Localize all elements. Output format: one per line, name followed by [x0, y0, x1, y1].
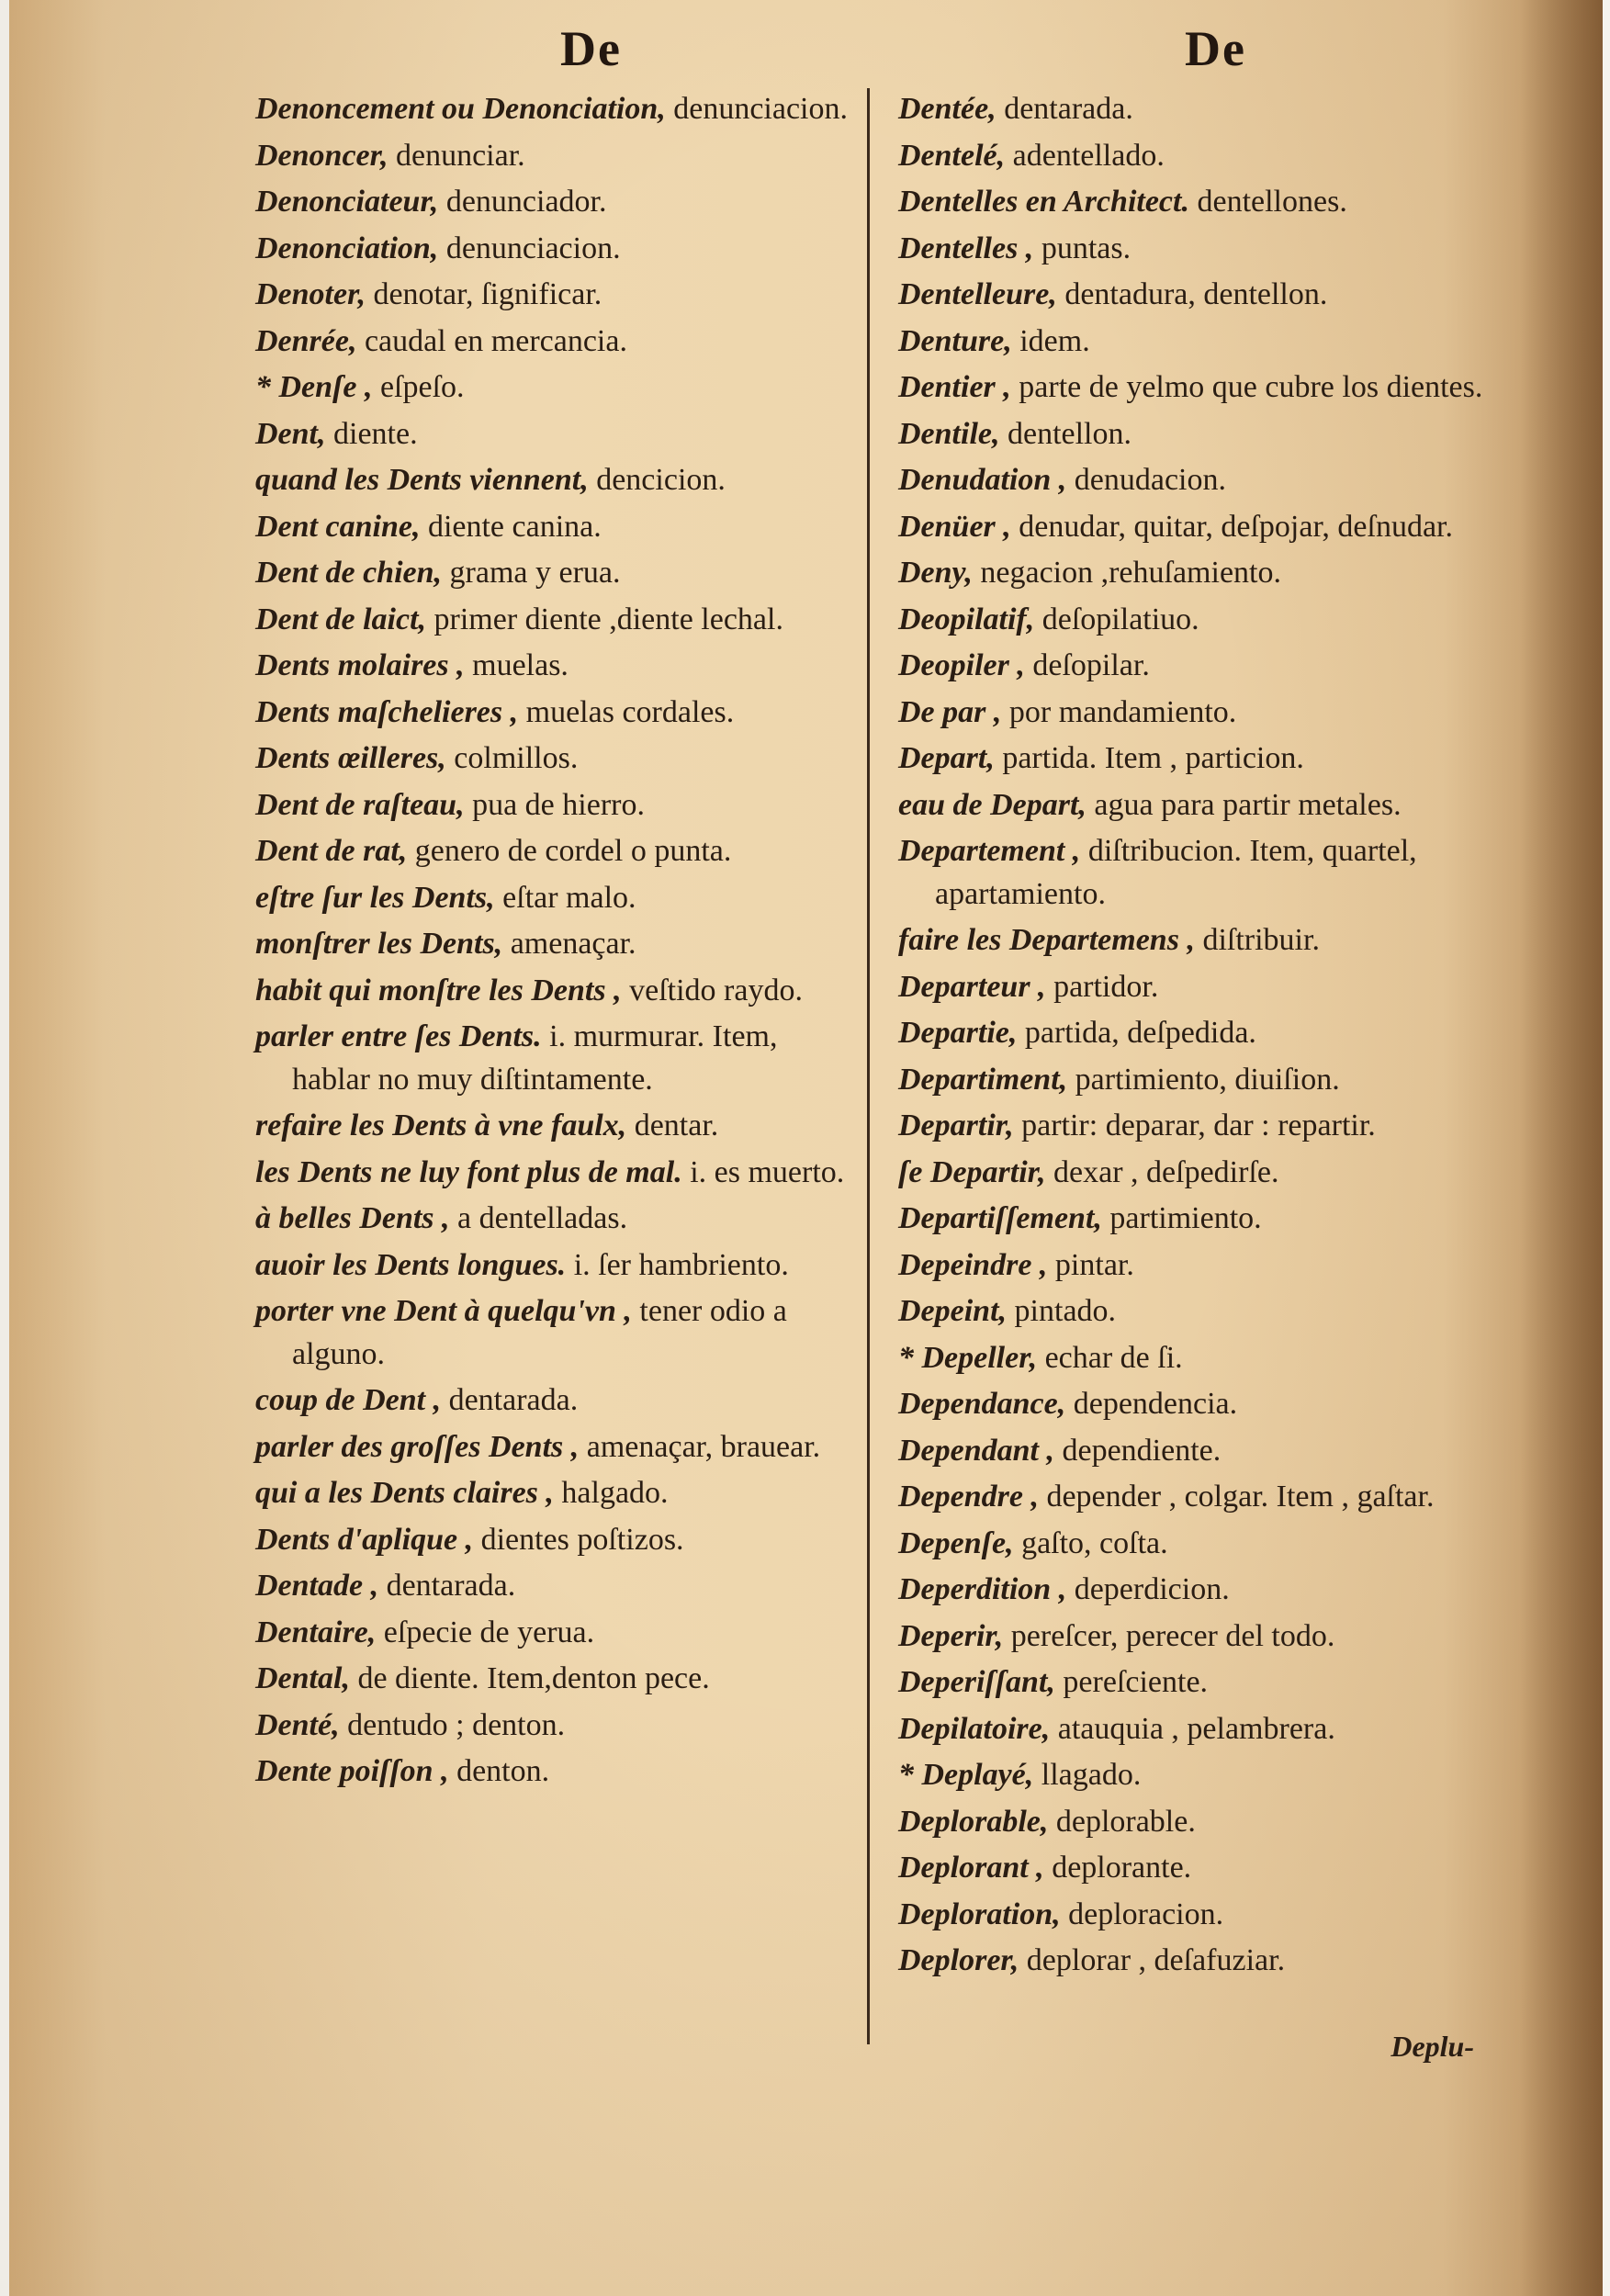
column-divider	[867, 88, 870, 2044]
dictionary-entry	[898, 1059, 1525, 1102]
entry-definition: veſtido raydo.	[629, 973, 803, 1007]
dictionary-entry	[255, 1750, 861, 1794]
entry-definition: puntas.	[1041, 231, 1132, 265]
dictionary-entry	[255, 970, 861, 1013]
entry-headword: eau de Depart,	[898, 787, 1086, 822]
entry-definition: dentarada.	[1004, 92, 1133, 126]
left-column	[255, 88, 861, 1797]
entry-headword: Depilatoire,	[898, 1711, 1051, 1746]
entry-definition: denudacion.	[1074, 463, 1226, 497]
entry-headword: Dente poiſſon ,	[255, 1754, 449, 1788]
entry-headword: Denudation ,	[898, 463, 1067, 497]
entry-headword: Dents d'aplique ,	[255, 1522, 474, 1557]
entry-headword: Depenſe,	[898, 1525, 1014, 1560]
entry-headword: Dentier ,	[898, 370, 1011, 404]
entry-definition: denton.	[456, 1754, 550, 1788]
dictionary-entry	[898, 274, 1525, 317]
dictionary-entry	[898, 1754, 1525, 1797]
entry-headword: Deopilatif,	[898, 602, 1035, 636]
entry-definition: dentadura, dentellon.	[1064, 277, 1328, 311]
dictionary-entry	[255, 784, 861, 827]
entry-definition: por mandamiento.	[1008, 694, 1237, 729]
entry-definition: caudal en mercancia.	[364, 323, 627, 358]
entry-definition: dentarada.	[386, 1569, 516, 1603]
dictionary-entry	[255, 1472, 861, 1515]
entry-headword: Denoncer,	[255, 138, 388, 173]
entry-headword: parler entre ſes Dents.	[255, 1019, 542, 1053]
entry-headword: à belles Dents ,	[255, 1201, 450, 1235]
entry-headword: Departiment,	[898, 1062, 1068, 1097]
entry-definition: partimiento.	[1109, 1201, 1262, 1235]
entry-definition: muelas cordales.	[525, 694, 735, 729]
dictionary-entry	[255, 1519, 861, 1562]
entry-headword: Dentaire,	[255, 1615, 377, 1649]
entry-definition: denudar, quitar, deſpojar, deſnudar.	[1019, 509, 1453, 544]
entry-headword: les Dents ne luy font plus de mal.	[255, 1154, 682, 1189]
dictionary-entry	[255, 413, 861, 456]
dictionary-entry	[898, 737, 1525, 781]
entry-definition: idem.	[1019, 323, 1090, 358]
dictionary-entry	[255, 459, 861, 502]
entry-headword: eſtre ſur les Dents,	[255, 880, 495, 915]
entry-headword: Departement ,	[898, 834, 1081, 868]
entry-headword: Deperir,	[898, 1618, 1004, 1653]
dictionary-entry	[255, 321, 861, 364]
dictionary-entry	[255, 877, 861, 920]
dictionary-entry	[898, 1244, 1525, 1288]
entry-definition: deperdicion.	[1074, 1572, 1230, 1606]
entry-headword: Departie,	[898, 1016, 1018, 1050]
entry-headword: Dentade ,	[255, 1569, 379, 1603]
dictionary-entry	[898, 692, 1525, 735]
entry-definition: pua de hierro.	[472, 787, 645, 822]
entry-headword: Deperdition ,	[898, 1572, 1067, 1606]
entry-headword: Deopiler ,	[898, 648, 1025, 682]
entry-headword: porter vne Dent à quelqu'vn ,	[255, 1294, 632, 1328]
dictionary-entry	[255, 506, 861, 549]
dictionary-entry	[255, 1658, 861, 1701]
entry-headword: Deperiſſant,	[898, 1665, 1055, 1699]
entry-definition: grama y erua.	[449, 556, 621, 590]
entry-headword: Dents œilleres,	[255, 741, 446, 775]
running-header-right: De	[1185, 21, 1246, 76]
dictionary-entry	[898, 966, 1525, 1009]
entry-definition: amenaçar.	[510, 927, 636, 961]
entry-headword: Dependant ,	[898, 1433, 1054, 1468]
entry-headword: Depeindre ,	[898, 1247, 1048, 1282]
dictionary-entry	[255, 1152, 861, 1195]
entry-definition: partida, deſpedida.	[1024, 1016, 1256, 1050]
dictionary-entry	[898, 1430, 1525, 1473]
entry-definition: gaſto, coſta.	[1021, 1525, 1168, 1560]
entry-definition: pereſcer, perecer del todo.	[1010, 1618, 1335, 1653]
entry-definition: pintar.	[1054, 1247, 1134, 1282]
entry-headword: Dependre ,	[898, 1480, 1039, 1514]
dictionary-entry	[255, 1565, 861, 1608]
entry-headword: Denoncement ou Denonciation,	[255, 92, 666, 126]
entry-definition: atauquia , pelambrera.	[1057, 1711, 1335, 1746]
entry-definition: dentellones.	[1197, 185, 1347, 219]
dictionary-entry	[898, 1940, 1525, 1983]
dictionary-entry	[898, 181, 1525, 224]
dictionary-entry	[255, 366, 861, 410]
dictionary-entry	[255, 830, 861, 873]
entry-headword: habit qui monſtre les Dents ,	[255, 973, 622, 1007]
dictionary-entry	[898, 413, 1525, 456]
entry-headword: Denté,	[255, 1707, 340, 1742]
dictionary-entry	[898, 135, 1525, 178]
entry-definition: pereſciente.	[1063, 1665, 1209, 1699]
book-page	[9, 0, 1603, 2296]
dictionary-entry	[255, 737, 861, 781]
dictionary-entry	[898, 830, 1525, 916]
entry-definition: deplorar , deſafuziar.	[1026, 1943, 1286, 1977]
entry-definition: deſopilar.	[1032, 648, 1150, 682]
entry-definition: colmillos.	[454, 741, 579, 775]
entry-definition: dependiente.	[1062, 1433, 1222, 1468]
entry-headword: Dent,	[255, 416, 326, 451]
entry-definition: primer diente ,diente lechal.	[433, 602, 783, 636]
dictionary-entry	[255, 1612, 861, 1655]
entry-headword: Dent de laict,	[255, 602, 427, 636]
entry-headword: Dents maſchelieres ,	[255, 694, 519, 729]
entry-definition: partir: deparar, dar : repartir.	[1021, 1109, 1376, 1142]
entry-headword: Denüer ,	[898, 509, 1011, 544]
entry-definition: diſtribucion. Item, quartel, apartamiento.	[935, 834, 1417, 911]
dictionary-entry	[898, 645, 1525, 688]
binding-shadow	[1520, 0, 1603, 2296]
entry-headword: monſtrer les Dents,	[255, 927, 503, 961]
entry-headword: refaire les Dents à vne faulx,	[255, 1109, 627, 1142]
dictionary-entry	[898, 1708, 1525, 1751]
dictionary-entry	[255, 923, 861, 966]
entry-definition: agua para partir metales.	[1094, 787, 1402, 822]
entry-headword: Dental,	[255, 1661, 350, 1695]
dictionary-entry	[898, 1801, 1525, 1844]
entry-definition: deſopilatiuo.	[1041, 602, 1199, 636]
dictionary-entry	[898, 1523, 1525, 1566]
dictionary-entry	[898, 506, 1525, 549]
entry-headword: Dent de raſteau,	[255, 787, 465, 822]
entry-headword: Dentelé,	[898, 138, 1006, 173]
entry-definition: i. ſer hambriento.	[573, 1247, 789, 1282]
entry-definition: dientes poſtizos.	[480, 1522, 684, 1557]
catchword: Deplu-	[1390, 2030, 1474, 2063]
entry-definition: negacion ,rehuſamiento.	[980, 556, 1281, 590]
entry-definition: dencicion.	[596, 463, 726, 497]
dictionary-entry	[898, 1894, 1525, 1937]
entry-headword: quand les Dents viennent,	[255, 463, 589, 497]
entry-definition: deplorante.	[1052, 1851, 1192, 1885]
dictionary-entry	[255, 1198, 861, 1241]
entry-definition: parte de yelmo que cubre los dientes.	[1019, 370, 1483, 404]
entry-headword: Dent canine,	[255, 509, 421, 544]
dictionary-entry	[255, 1105, 861, 1148]
entry-definition: muelas.	[472, 648, 569, 682]
entry-definition: llagado.	[1041, 1758, 1142, 1792]
dictionary-entry	[898, 1661, 1525, 1705]
entry-definition: denunciacion.	[445, 231, 621, 265]
entry-definition: a dentelladas.	[457, 1201, 628, 1235]
entry-headword: Dentelles ,	[898, 231, 1034, 265]
entry-definition: dentarada.	[448, 1383, 579, 1417]
dictionary-entry	[255, 135, 861, 178]
entry-definition: diente canina.	[427, 509, 602, 544]
entry-headword: * Deplayé,	[898, 1758, 1034, 1792]
entry-definition: deplorable.	[1055, 1804, 1196, 1839]
entry-definition: deploracion.	[1068, 1896, 1224, 1931]
right-column	[898, 88, 1525, 1986]
entry-definition: dentar.	[634, 1109, 719, 1142]
dictionary-entry	[898, 1337, 1525, 1380]
entry-headword: auoir les Dents longues.	[255, 1247, 567, 1282]
entry-definition: tener odio a alguno.	[292, 1294, 787, 1371]
entry-definition: diente.	[333, 416, 418, 451]
entry-headword: faire les Departemens ,	[898, 923, 1195, 957]
entry-headword: Depeint,	[898, 1294, 1008, 1328]
entry-headword: Dent de chien,	[255, 556, 443, 590]
entry-headword: Deploration,	[898, 1896, 1061, 1931]
dictionary-entry	[898, 88, 1525, 131]
dictionary-entry	[255, 645, 861, 688]
entry-headword: * Depeller,	[898, 1340, 1038, 1375]
dictionary-entry	[255, 1016, 861, 1101]
entry-headword: Denture,	[898, 323, 1012, 358]
entry-definition: denunciador.	[445, 185, 607, 219]
entry-headword: Deplorer,	[898, 1943, 1019, 1977]
dictionary-entry	[255, 274, 861, 317]
entry-headword: De par ,	[898, 694, 1002, 729]
entry-definition: depender , colgar. Item , gaſtar.	[1046, 1480, 1435, 1514]
entry-headword: ſe Departir,	[898, 1154, 1046, 1189]
entry-definition: de diente. Item,denton pece.	[357, 1661, 710, 1695]
dictionary-entry	[898, 1383, 1525, 1426]
entry-definition: halgado.	[561, 1476, 669, 1510]
dictionary-entry	[898, 321, 1525, 364]
entry-headword: * Denſe ,	[255, 370, 373, 404]
entry-headword: Dent de rat,	[255, 834, 408, 868]
entry-definition: dexar , deſpedirſe.	[1053, 1154, 1279, 1189]
entry-headword: Deplorable,	[898, 1804, 1049, 1839]
entry-headword: Denonciation,	[255, 231, 439, 265]
dictionary-entry	[255, 599, 861, 642]
dictionary-entry	[255, 692, 861, 735]
entry-headword: Dependance,	[898, 1387, 1066, 1421]
entry-headword: Departeur ,	[898, 969, 1046, 1004]
running-header-left: De	[560, 21, 622, 76]
dictionary-entry	[898, 459, 1525, 502]
dictionary-entry	[898, 599, 1525, 642]
dictionary-entry	[898, 919, 1525, 962]
dictionary-entry	[255, 552, 861, 595]
dictionary-entry	[898, 1012, 1525, 1055]
entry-definition: denunciar.	[396, 138, 525, 173]
dictionary-entry	[255, 1244, 861, 1288]
dictionary-entry	[898, 1290, 1525, 1334]
entry-definition: denotar, ſignificar.	[373, 277, 602, 311]
dictionary-entry	[255, 1379, 861, 1423]
entry-headword: Deny,	[898, 556, 973, 590]
entry-definition: genero de cordel o punta.	[414, 834, 732, 868]
dictionary-entry	[898, 1476, 1525, 1519]
entry-definition: dentellon.	[1007, 416, 1132, 451]
entry-headword: Denoter,	[255, 277, 366, 311]
entry-headword: Dentée,	[898, 92, 996, 126]
entry-definition: echar de ſi.	[1044, 1340, 1183, 1375]
entry-definition: i. es muerto.	[690, 1154, 845, 1189]
entry-definition: partida. Item , particion.	[1002, 741, 1304, 775]
dictionary-entry	[898, 1847, 1525, 1890]
dictionary-entry	[898, 1615, 1525, 1659]
dictionary-entry	[898, 1152, 1525, 1195]
dictionary-entry	[898, 552, 1525, 595]
dictionary-entry	[898, 1105, 1525, 1148]
entry-headword: Dentelles en Architect.	[898, 185, 1189, 219]
entry-headword: Denrée,	[255, 323, 357, 358]
entry-definition: adentellado.	[1012, 138, 1165, 173]
dictionary-entry	[255, 1426, 861, 1469]
entry-definition: partidor.	[1053, 969, 1159, 1004]
dictionary-entry	[255, 228, 861, 271]
entry-headword: coup de Dent ,	[255, 1383, 442, 1417]
page-margin	[0, 0, 9, 2296]
dictionary-entry	[255, 88, 861, 131]
entry-definition: eſtar malo.	[502, 880, 636, 915]
dictionary-entry	[898, 784, 1525, 827]
entry-definition: amenaçar, brauear.	[586, 1429, 821, 1464]
entry-definition: dentudo ; denton.	[347, 1707, 566, 1742]
dictionary-entry	[898, 366, 1525, 410]
entry-definition: eſpeſo.	[379, 370, 465, 404]
entry-definition: diſtribuir.	[1202, 923, 1320, 957]
dictionary-entry	[898, 1569, 1525, 1612]
entry-headword: Denonciateur,	[255, 185, 439, 219]
entry-headword: Dentile,	[898, 416, 1000, 451]
entry-definition: pintado.	[1014, 1294, 1117, 1328]
entry-headword: Dentelleure,	[898, 277, 1057, 311]
entry-definition: eſpecie de yerua.	[383, 1615, 595, 1649]
dictionary-entry	[898, 228, 1525, 271]
entry-headword: qui a les Dents claires ,	[255, 1476, 554, 1510]
entry-headword: parler des groſſes Dents ,	[255, 1429, 580, 1464]
entry-definition: i. murmurar. Item, hablar no muy diſtintamente.	[292, 1019, 778, 1097]
dictionary-entry	[255, 1290, 861, 1376]
entry-headword: Departir,	[898, 1109, 1014, 1142]
entry-headword: Deplorant ,	[898, 1851, 1044, 1885]
entry-definition: dependencia.	[1073, 1387, 1238, 1421]
entry-definition: denunciacion.	[673, 92, 849, 126]
dictionary-entry	[255, 181, 861, 224]
entry-definition: partimiento, diuiſion.	[1075, 1062, 1340, 1097]
entry-headword: Dents molaires ,	[255, 648, 465, 682]
dictionary-entry	[255, 1705, 861, 1748]
dictionary-entry	[898, 1198, 1525, 1241]
entry-headword: Departiſſement,	[898, 1201, 1102, 1235]
entry-headword: Depart,	[898, 741, 995, 775]
